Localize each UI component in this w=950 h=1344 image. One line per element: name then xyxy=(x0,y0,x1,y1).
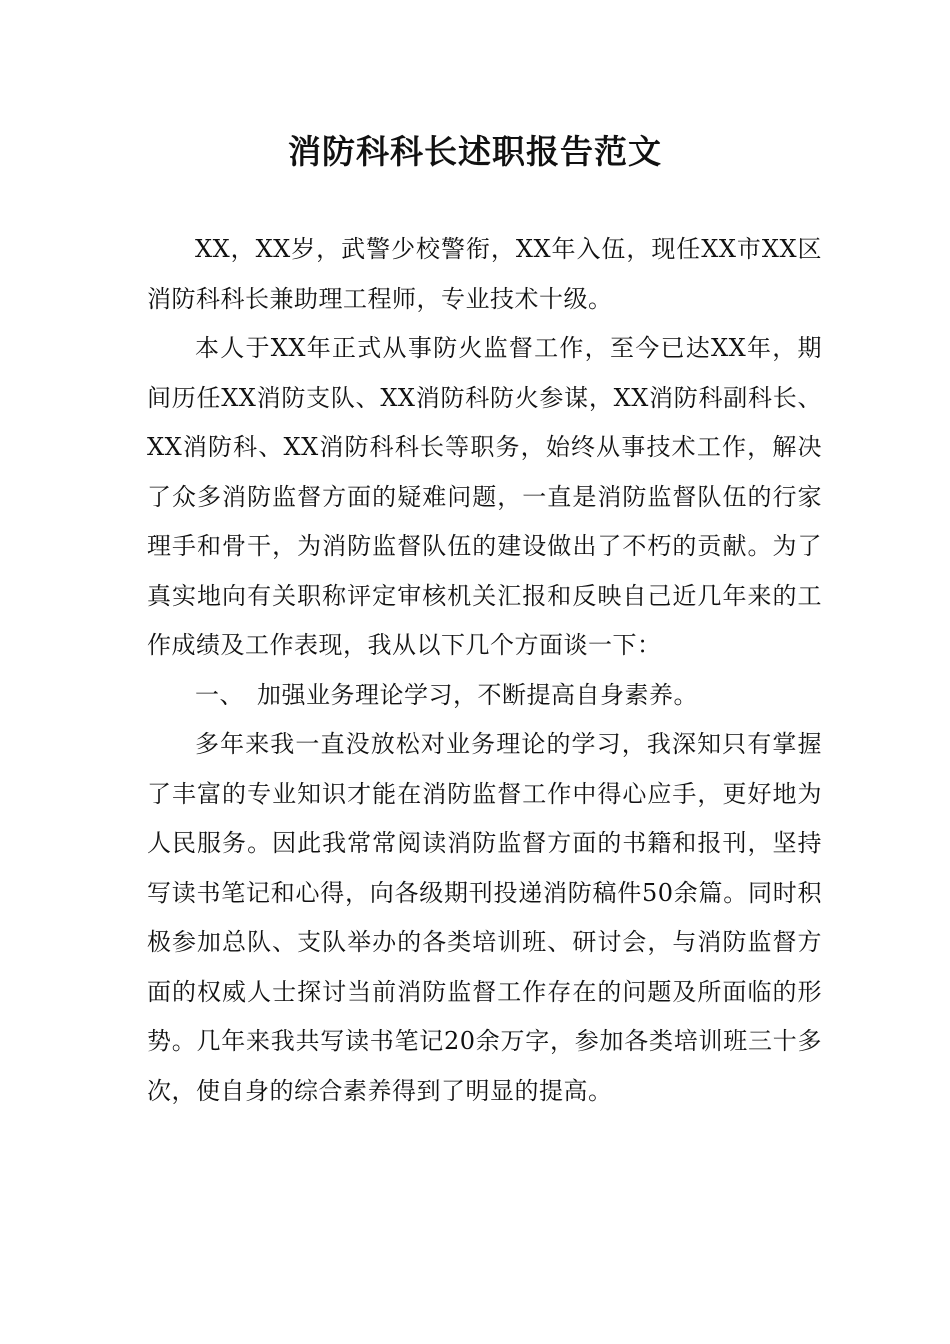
section-number: 一、 xyxy=(195,680,244,709)
section-heading xyxy=(147,671,822,721)
document-body xyxy=(147,225,822,1116)
document-title: 消防科科长述职报告范文 xyxy=(288,132,662,171)
section-heading-text: 加强业务理论学习，不断提高自身素养。 xyxy=(257,680,698,709)
section-paragraph: 多年来我一直没放松对业务理论的学习，我深知只有掌握了丰富的专业知识才能在消防监督工作中得心应手，更好地为人民服务。因此我常常阅读消防监督方面的书籍和报刊，坚持写读书笔记和心得，向各级期刊投递消防稿件50余篇。同时积极参加总队、支队举办的各类培训班、研讨会，与消防监督方面的权威人士探讨当前消防监督工作存在的问题及所面临的形势。几年来我共写读书笔记20余万字，参加各类培训班三十多次，使自身的综合素养得到了明显的提高。 xyxy=(147,730,822,1105)
career-paragraph: 本人于XX年正式从事防火监督工作，至今已达XX年，期间历任XX消防支队、XX消防科防火参谋，XX消防科副科长、XX消防科、XX消防科科长等职务，始终从事技术工作，解决了众多消防监督方面的疑难问题，一直是消防监督队伍的行家理手和骨干，为消防监督队伍的建设做出了不朽的贡献。为了真实地向有关职称评定审核机关汇报和反映自己近几年来的工作成绩及工作表现，我从以下几个方面谈一下： xyxy=(147,334,822,659)
intro-paragraph: XX，XX岁，武警少校警衔，XX年入伍，现任XX市XX区消防科科长兼助理工程师，专业技术十级。 xyxy=(147,235,822,313)
